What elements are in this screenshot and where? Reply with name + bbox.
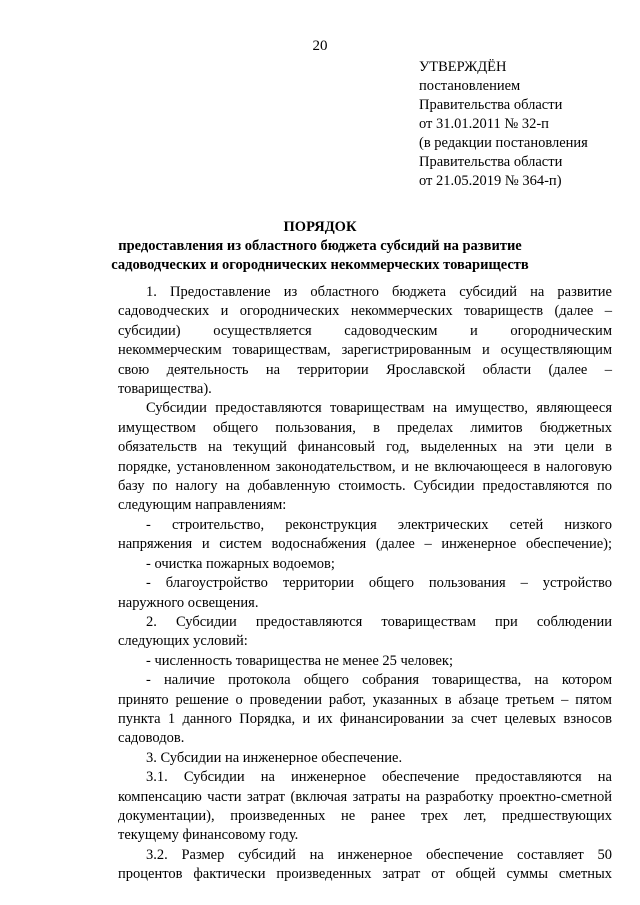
title-heading: ПОРЯДОК: [283, 219, 357, 235]
text-line: напряжения и систем водоснабжения (далее – инженерное обеспечение);: [118, 536, 612, 553]
approval-line: Правительства области: [419, 154, 563, 170]
text-line: субсидии) осуществляется садоводческим и огородническим: [118, 322, 612, 339]
text-line: 3.1. Субсидии на инженерное обеспечение предоставляются на: [146, 769, 612, 786]
title-subtitle: садоводческих и огороднических некоммерческих товариществ: [111, 257, 529, 273]
text-line: - наличие протокола общего собрания товарищества, на котором: [146, 672, 612, 689]
text-line: базу по налогу на добавленную стоимость. Субсидии предоставляются по: [118, 478, 612, 495]
approval-line: от 21.05.2019 № 364-п): [419, 173, 562, 189]
text-line: товарищества).: [118, 381, 212, 398]
text-line: садоводов.: [118, 730, 185, 747]
document-body: [118, 283, 612, 885]
text-line: - строительство, реконструкция электрических сетей низкого: [146, 516, 612, 533]
text-line: процентов фактически произведенных затрат от общей суммы сметных: [118, 866, 612, 883]
text-line: - благоустройство территории общего пользования – устройство: [146, 575, 612, 592]
text-line: текущему финансовому году.: [118, 827, 299, 844]
text-line: некоммерческим товариществам, зарегистрированным и осуществляющим: [118, 342, 612, 359]
approval-line: УТВЕРЖДЁН: [419, 59, 507, 75]
text-line: обязательств на текущий финансовый год, выделенных на эти цели в: [118, 439, 612, 456]
text-line: документации), произведенных не ранее трех лет, предшествующих: [118, 807, 612, 824]
approval-line: (в редакции постановления: [419, 135, 588, 151]
title-subtitle: предоставления из областного бюджета субсидий на развитие: [118, 238, 522, 254]
text-line: наружного освещения.: [118, 594, 259, 611]
text-line: 1. Предоставление из областного бюджета субсидий на развитие: [146, 284, 612, 300]
text-line: Субсидии предоставляются товариществам на имущество, являющееся: [146, 400, 612, 417]
text-line: свою деятельность на территории Ярославской области (далее –: [118, 361, 612, 378]
text-line: принято решение о проведении работ, указанных в абзаце третьем – пятом: [118, 691, 612, 708]
text-line: порядке, установленном законодательством, и не включающееся в налоговую: [118, 458, 612, 475]
text-line: имуществом общего пользования, в пределах лимитов бюджетных: [118, 419, 612, 436]
approval-stamp: [419, 58, 588, 191]
page-number: 20: [312, 38, 328, 54]
text-line: компенсацию части затрат (включая затраты на разработку проектно-сметной: [118, 788, 612, 805]
document-title: [0, 218, 640, 275]
text-line: - очистка пожарных водоемов;: [146, 555, 335, 572]
text-line: 2. Субсидии предоставляются товариществам при соблюдении: [146, 613, 612, 630]
approval-line: Правительства области: [419, 97, 563, 113]
text-line: пункта 1 данного Порядка, и их финансировании за счет целевых взносов: [118, 710, 612, 727]
approval-line: от 31.01.2011 № 32-п: [419, 116, 549, 132]
text-line: следующим направлениям:: [118, 497, 287, 514]
text-line: - численность товарищества не менее 25 человек;: [146, 652, 453, 669]
approval-line: постановлением: [419, 78, 521, 94]
text-line: 3.2. Размер субсидий на инженерное обеспечение составляет 50: [146, 846, 612, 863]
text-line: 3. Субсидии на инженерное обеспечение.: [146, 749, 403, 766]
text-line: садоводческих и огороднических некоммерческих товариществ (далее –: [118, 303, 612, 320]
text-line: следующих условий:: [118, 633, 248, 650]
